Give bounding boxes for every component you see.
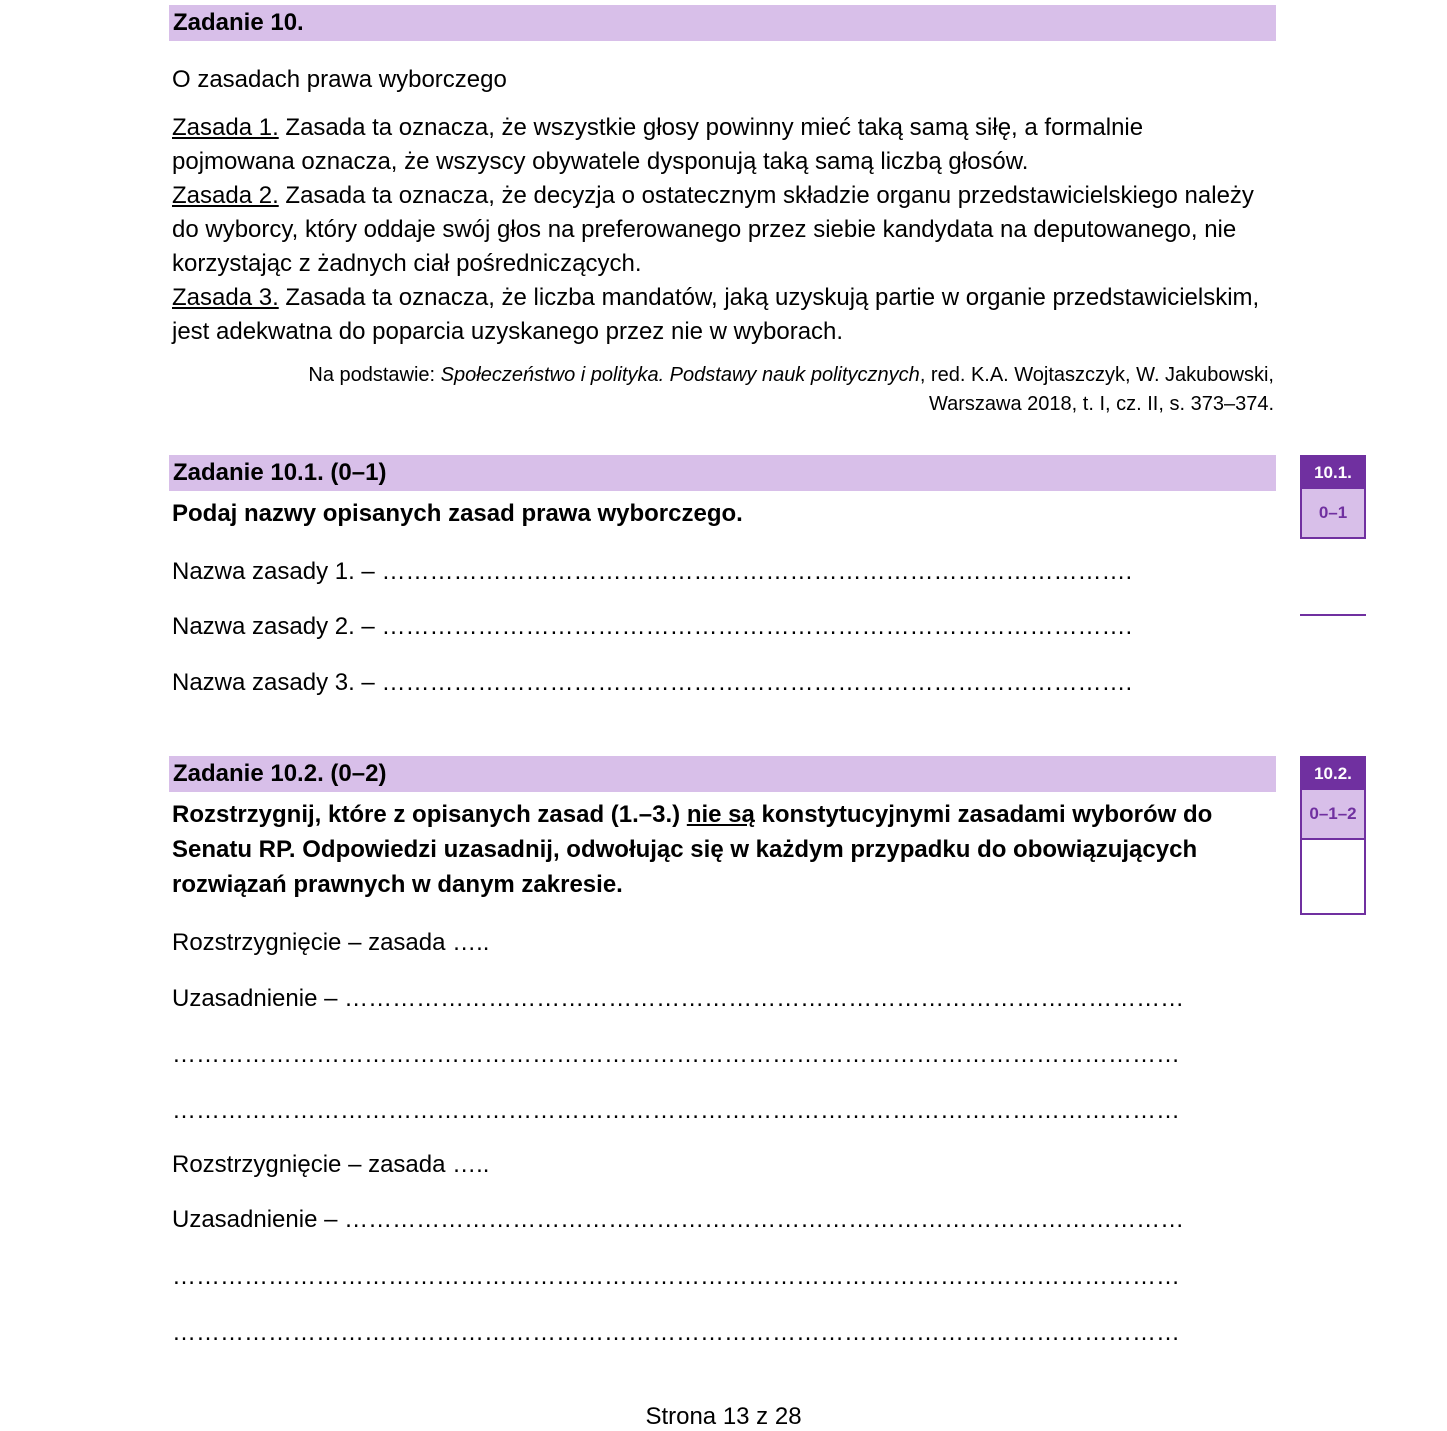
task-10-header: Zadanie 10. [169, 5, 1276, 41]
task-10-intro: O zasadach prawa wyborczego [172, 66, 507, 93]
justification-line-1[interactable]: Uzasadnienie – …………………………………………………………………………………………… [172, 985, 1185, 1012]
score-box-10-1-line [1300, 614, 1366, 616]
answer-line-rule-2[interactable]: Nazwa zasady 2. – …………………………………………………………………………………. [172, 613, 1133, 640]
decision-line-2[interactable]: Rozstrzygnięcie – zasada ….. [172, 1151, 490, 1178]
score-box-10-1 [1300, 455, 1366, 539]
rule-3 [172, 281, 1272, 349]
rule-1-label: Zasada 1. [172, 114, 279, 141]
rule-3-label: Zasada 3. [172, 284, 279, 311]
task-10-1-header: Zadanie 10.1. (0–1) [169, 455, 1276, 491]
task-10-2-instruction-post: konstytucyjnymi zasadami wyborów do Senatu RP. Odpowiedzi uzasadnij, odwołując się w każdym przypadku do obowiązujących rozwiązań prawnych w danym zakresie. [172, 801, 1213, 898]
task-10-2-instruction-pre: Rozstrzygnij, które z opisanych zasad (1.–3.) [172, 801, 687, 828]
rule-1-text: Zasada ta oznacza, że wszystkie głosy powinny mieć taką samą siłę, a formalnie pojmowana oznacza, że wszyscy obywatele dysponują taką samą liczbą głosów. [172, 114, 1144, 175]
task-10-1-instruction [172, 496, 1276, 531]
answer-line-rule-3[interactable]: Nazwa zasady 3. – …………………………………………………………………………………. [172, 669, 1133, 696]
justification-line-1c[interactable]: ……………………………………………………………………………………………………………… [172, 1097, 1180, 1124]
answer-line-rule-1[interactable]: Nazwa zasady 1. – …………………………………………………………………………………. [172, 558, 1133, 585]
task-10-1-instruction-text: Podaj nazwy opisanych zasad prawa wyborczego. [172, 500, 743, 527]
source-prefix: Na podstawie: [308, 364, 441, 386]
task-10-2-instruction-underlined: nie są [686, 801, 755, 828]
page-number: Strona 13 z 28 [645, 1403, 802, 1430]
rule-1 [172, 111, 1272, 179]
rule-3-text: Zasada ta oznacza, że liczba mandatów, jaką uzyskują partie w organie przedstawicielskim, jest adekwatna do poparcia uzyskanego przez nie w wyborach. [172, 284, 1260, 345]
task-10-2-header: Zadanie 10.2. (0–2) [169, 756, 1276, 792]
source-rest: , red. K.A. Wojtaszczyk, W. Jakubowski, [919, 364, 1274, 386]
justification-line-2c[interactable]: ……………………………………………………………………………………………………………… [172, 1319, 1180, 1346]
justification-line-2[interactable]: Uzasadnienie – …………………………………………………………………………………………… [172, 1206, 1185, 1233]
score-box-10-2-label: 10.2. [1302, 758, 1364, 790]
task-10-2-instruction [172, 797, 1276, 902]
score-box-10-1-label: 10.1. [1302, 457, 1364, 489]
source-title: Społeczeństwo i polityka. Podstawy nauk politycznych [440, 364, 920, 386]
justification-line-1b[interactable]: ……………………………………………………………………………………………………………… [172, 1041, 1180, 1068]
rule-2-text: Zasada ta oznacza, że decyzja o ostatecznym składzie organu przedstawicielskiego należy do wyborcy, który oddaje swój głos na preferowanego przez siebie kandydata na deputowanego, nie korzystając z żadnych ciał pośredniczących. [172, 182, 1254, 277]
rule-2 [172, 179, 1272, 281]
score-box-10-2-field[interactable] [1302, 838, 1364, 913]
decision-line-1[interactable]: Rozstrzygnięcie – zasada ….. [172, 929, 490, 956]
score-box-10-1-points: 0–1 [1302, 489, 1364, 537]
rules-text [172, 111, 1272, 349]
rule-2-label: Zasada 2. [172, 182, 279, 209]
source-citation [308, 361, 1274, 419]
source-line-2: Warszawa 2018, t. I, cz. II, s. 373–374. [929, 393, 1274, 415]
score-box-10-2-points: 0–1–2 [1302, 790, 1364, 838]
justification-line-2b[interactable]: ……………………………………………………………………………………………………………… [172, 1263, 1180, 1290]
score-box-10-2 [1300, 756, 1366, 915]
